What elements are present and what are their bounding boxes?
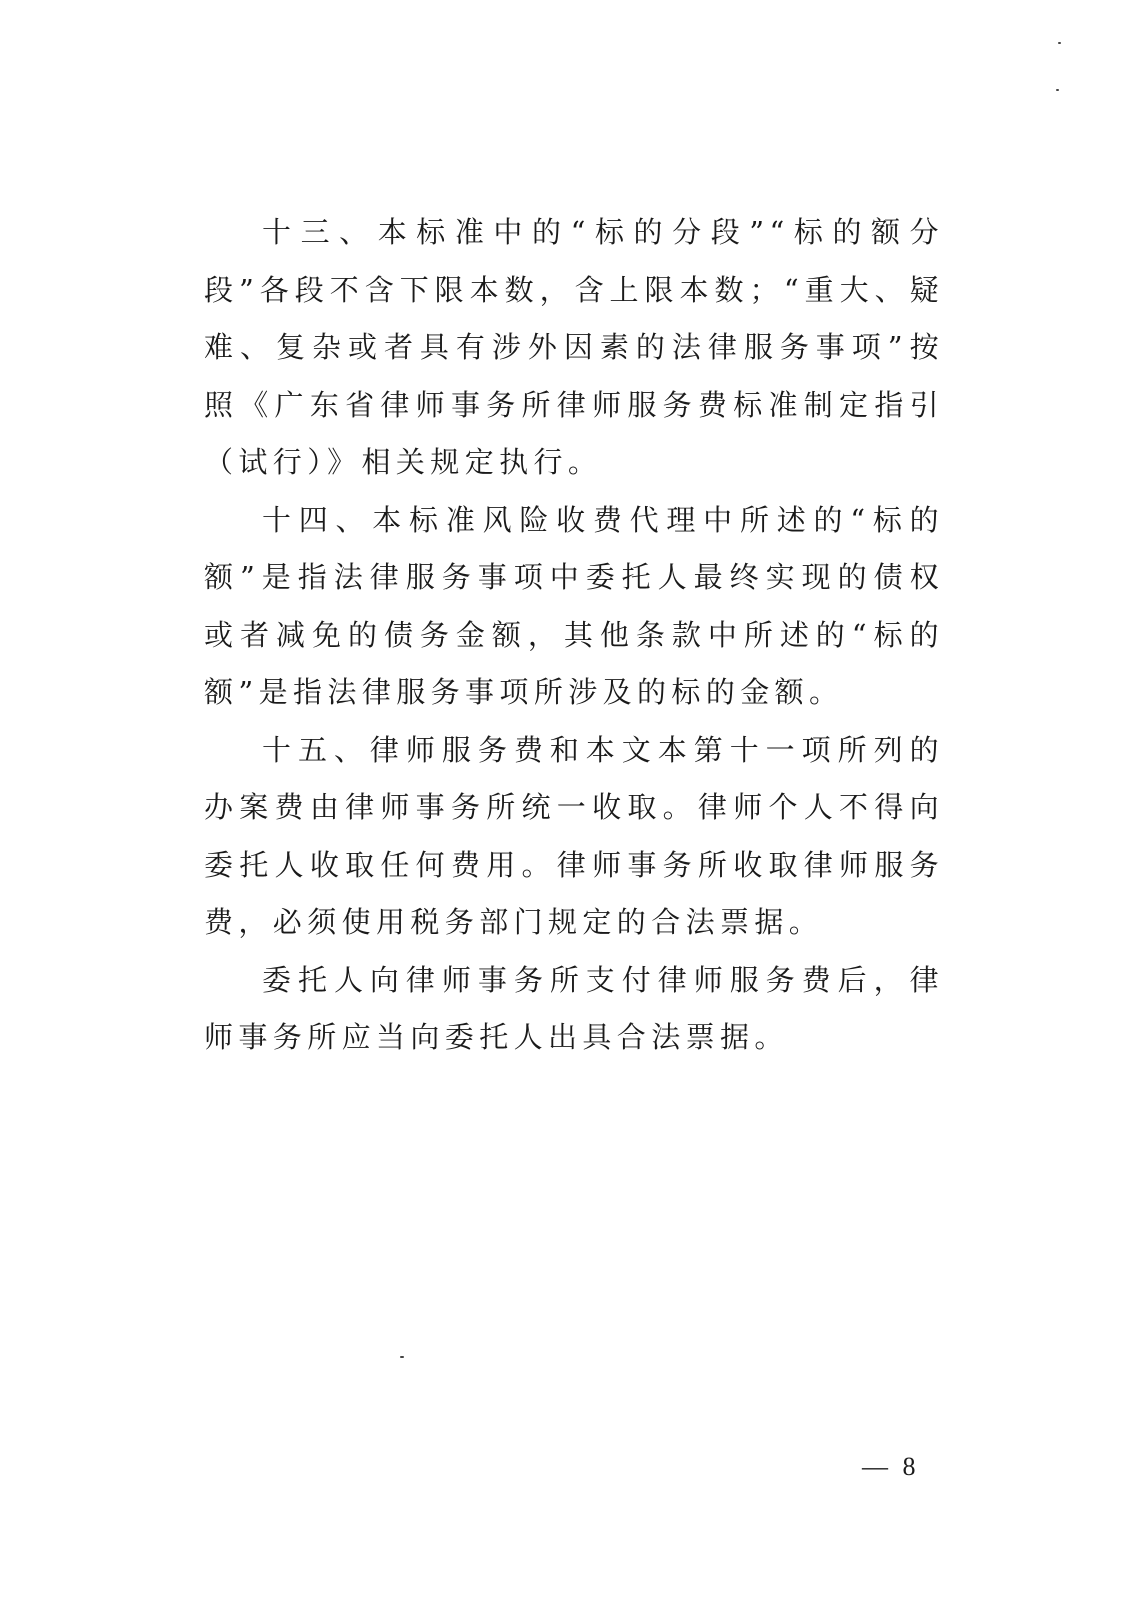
scan-speck bbox=[1058, 42, 1061, 44]
paragraph-14: 十四、本标准风险收费代理中所述的“标的额”是指法律服务事项中委托人最终实现的债权或者减免的债务金额，其他条款中所述的“标的额”是指法律服务事项所涉及的标的金额。 bbox=[204, 502, 944, 709]
document-body bbox=[204, 204, 944, 1067]
paragraph-receipt: 委托人向律师事务所支付律师服务费后，律师事务所应当向委托人出具合法票据。 bbox=[204, 962, 944, 1054]
paragraph-13: 十三、本标准中的“标的分段”“标的额分段”各段不含下限本数，含上限本数；“重大、疑难、复杂或者具有涉外因素的法律服务事项”按照《广东省律师事务所律师服务费标准制定指引（试行）》相关规定执行。 bbox=[204, 215, 944, 479]
scan-speck bbox=[400, 1356, 404, 1358]
scan-speck bbox=[1056, 89, 1059, 91]
page-number: — 8 bbox=[862, 1452, 920, 1481]
paragraph-15: 十五、律师服务费和本文本第十一项所列的办案费由律师事务所统一收取。律师个人不得向委托人收取任何费用。律师事务所收取律师服务费，必须使用税务部门规定的合法票据。 bbox=[204, 732, 944, 939]
